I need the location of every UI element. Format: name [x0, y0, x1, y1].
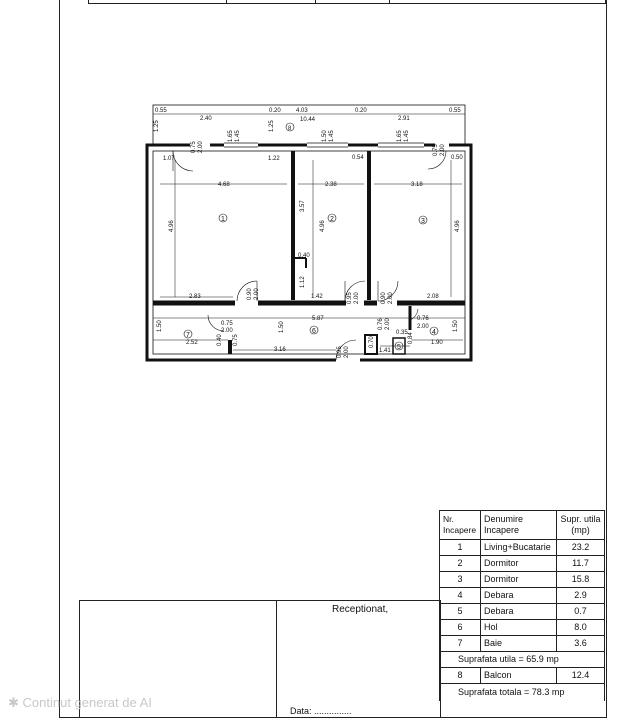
row-area: 3.6: [557, 636, 605, 652]
row-nr: 1: [440, 540, 481, 556]
useful-area-total: Suprafata utila = 65.9 mp: [440, 652, 605, 668]
dim-label: 0.75: [221, 321, 233, 327]
dim-label: 0.50: [451, 155, 463, 161]
table-row: [440, 636, 605, 652]
row-name: Dormitor: [481, 556, 557, 572]
table-row: [440, 556, 605, 572]
dim-label: 0.20: [355, 108, 367, 114]
dim-label: 3.57: [300, 200, 306, 212]
row-nr: 2: [440, 556, 481, 572]
dim-label: 1.41: [379, 348, 391, 354]
row-area: 23.2: [557, 540, 605, 556]
dim-label: 2.00: [354, 292, 360, 304]
row-name: Living+Bucatarie: [481, 540, 557, 556]
row-nr: 8: [440, 668, 481, 684]
row-area: 11.7: [557, 556, 605, 572]
room-number-1: 1: [221, 216, 225, 223]
dim-label: 4.96: [455, 220, 461, 232]
dim-label: 8: [288, 126, 292, 132]
dim-label: 1.42: [311, 294, 323, 300]
dim-label: 2.00: [344, 346, 350, 358]
dim-label: 1.12: [300, 276, 306, 288]
table-row: [440, 620, 605, 636]
row-name: Debara: [481, 588, 557, 604]
dim-label: 2.00: [254, 288, 260, 300]
dim-label: 1.50: [157, 320, 163, 332]
dim-label: 2.91: [398, 116, 410, 122]
row-nr: 5: [440, 604, 481, 620]
dim-label: 0.40: [217, 334, 223, 346]
dim-label: 1.65: [397, 130, 403, 142]
dim-label: 2.38: [325, 182, 337, 188]
dim-label: 2.83: [189, 294, 201, 300]
table-row: [440, 668, 605, 684]
row-nr: 6: [440, 620, 481, 636]
table-row: [440, 604, 605, 620]
dim-label: 5.87: [312, 316, 324, 322]
dim-label: 0.76: [417, 316, 429, 322]
dim-label: 2.08: [427, 294, 439, 300]
dim-label: 0.75: [191, 141, 197, 153]
dim-label: 0.76: [378, 318, 384, 330]
dim-label: 1.45: [235, 130, 241, 142]
dim-label: 3.16: [274, 347, 286, 353]
header-nr: Nr. Incapere: [440, 511, 481, 540]
dim-label: 0.35: [396, 330, 408, 336]
dim-label: 0.55: [155, 108, 167, 114]
dim-label: 10.44: [300, 117, 316, 123]
row-name: Hol: [481, 620, 557, 636]
ai-watermark: [8, 695, 152, 711]
room-number-7: 7: [186, 332, 190, 339]
row-area: 0.7: [557, 604, 605, 620]
dim-label: 0.95: [337, 346, 343, 358]
row-area: 2.9: [557, 588, 605, 604]
dim-label: 3.18: [411, 182, 423, 188]
header-area: Supr. utila (mp): [557, 511, 605, 540]
dim-label: 2.52: [186, 340, 198, 346]
dim-label: 1.45: [404, 130, 410, 142]
row-nr: 3: [440, 572, 481, 588]
row-area: 8.0: [557, 620, 605, 636]
dim-label: 2.40: [200, 116, 212, 122]
header-name: Denumire Incapere: [481, 511, 557, 540]
dim-label: 1.22: [268, 156, 280, 162]
dim-label: 4.96: [320, 220, 326, 232]
dim-label: 2.00: [198, 141, 204, 153]
dim-label: 0.70: [369, 336, 375, 348]
room-number-6: 6: [312, 328, 316, 335]
dim-label: 0.55: [449, 108, 461, 114]
row-name: Balcon: [481, 668, 557, 684]
dim-label: 2.00: [440, 144, 446, 156]
balcony-outline: [153, 105, 465, 145]
row-name: Baie: [481, 636, 557, 652]
row-nr: 7: [440, 636, 481, 652]
row-name: Debara: [481, 604, 557, 620]
dim-label: 1.50: [279, 321, 285, 333]
dim-label: 1.90: [431, 340, 443, 346]
dim-label: 2.00: [385, 318, 391, 330]
room-number-5: 5: [397, 344, 401, 351]
dim-label: 1.07: [163, 156, 175, 162]
watermark-text: Continut generat de AI: [22, 695, 152, 710]
dim-label: 0.75: [233, 334, 239, 346]
dim-label: 0.40: [298, 253, 310, 259]
row-area: 12.4: [557, 668, 605, 684]
row-nr: 4: [440, 588, 481, 604]
rooms-legend-table: [439, 510, 605, 701]
dim-label: 0.75: [433, 144, 439, 156]
dim-label: 4.03: [296, 108, 308, 114]
date-label: Data: ...............: [290, 706, 352, 716]
dim-label: 0.20: [269, 108, 281, 114]
sparkle-icon: ✱: [8, 695, 19, 710]
dim-label: 1.25: [269, 120, 275, 132]
dim-label: 0.90: [247, 288, 253, 300]
dim-label: 0.54: [352, 155, 364, 161]
room-number-3: 3: [421, 218, 425, 225]
room-number-4: 4: [432, 329, 436, 336]
dim-label: 0.84: [408, 332, 414, 344]
table-row: [440, 588, 605, 604]
dim-label: 2.00: [221, 328, 233, 334]
dim-label: 2.00: [417, 324, 429, 330]
dim-label: 4.96: [169, 220, 175, 232]
total-area: Suprafata totala = 78.3 mp: [440, 684, 605, 702]
dim-label: 2.00: [388, 292, 394, 304]
dim-label: 0.95: [347, 292, 353, 304]
dim-label: 1.50: [453, 320, 459, 332]
dim-label: 1.65: [228, 130, 234, 142]
dim-label: 1.50: [322, 130, 328, 142]
dim-label: 1.25: [154, 120, 160, 132]
room-number-2: 2: [330, 216, 334, 223]
dim-label: 4.68: [218, 182, 230, 188]
row-name: Dormitor: [481, 572, 557, 588]
table-row: [440, 540, 605, 556]
dim-label: 1.45: [329, 130, 335, 142]
received-label: Receptionat,: [332, 604, 389, 615]
row-area: 15.8: [557, 572, 605, 588]
table-row: [440, 572, 605, 588]
dim-label: 0.90: [381, 292, 387, 304]
